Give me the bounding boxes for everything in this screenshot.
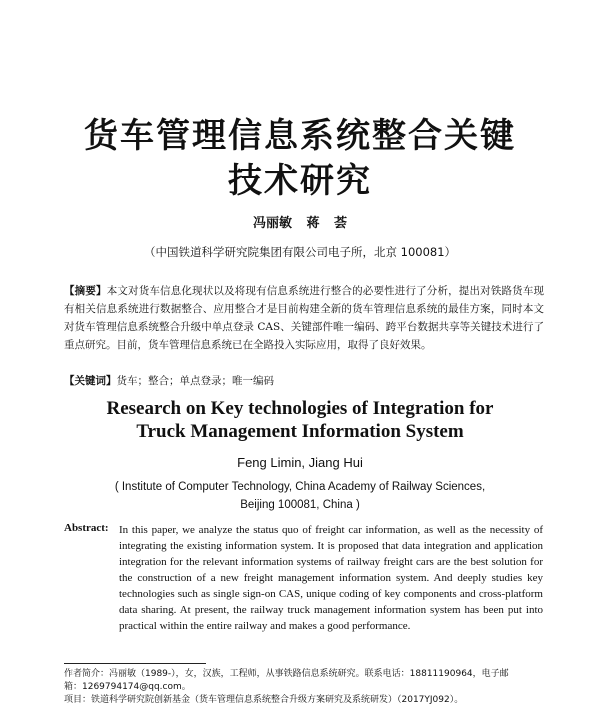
english-affiliation-line-1: ( Institute of Computer Technology, China Academy of Railway Sciences, (114, 481, 486, 493)
english-title-line-2: Truck Management Information System (136, 421, 464, 442)
chinese-abstract (64, 282, 544, 354)
chinese-title-line-1: 货车管理信息系统整合关键 (84, 116, 516, 156)
chinese-keywords (64, 372, 544, 390)
english-authors: Feng Limin, Jiang Hui (237, 455, 363, 470)
footnote-email: 箱：1269794174@qq.com。 (64, 682, 191, 692)
chinese-keywords-text: 货车；整合；单点登录；唯一编码 (116, 375, 274, 387)
footnote-divider (64, 663, 206, 664)
chinese-affiliation: （中国铁道科学研究院集团有限公司电子所，北京 100081） (143, 245, 457, 259)
chinese-title-line-2: 技术研究 (228, 161, 372, 201)
english-affiliation-line-2: Beijing 100081, China ) (240, 499, 360, 511)
chinese-abstract-text: 本文对货车信息化现状以及将现有信息系统进行整合的必要性进行了分析，提出对铁路货车现有相关信息系统进行数据整合、应用整合才是目前构建全新的货车管理信息系统的最佳方案，同时本文对货车管理信息系统整合升级中单点登录 CAS、关键部件唯一编码、跨平台数据共享等关键技术进行了重点研究。目前，货车管理信息系统已在全路投入实际应用，取得了良好效果。 (64, 285, 545, 351)
chinese-keywords-label: 【关键词】 (64, 375, 117, 387)
chinese-authors: 冯丽敏 蒋 荟 (252, 216, 348, 231)
english-abstract-text: In this paper, we analyze the status quo of freight car information, as well as the necessity of integrating the existing information system. It is proposed that data integration and application integration for the relevant information systems of railway freight cars are the best solution for the construction of a new freight management information system. And deeply studies key technologies such as single sign-on CAS, unique coding of key components and cross-platform data sharing. At present, the railway truck management information system has been put into practical within the entire railway and makes a good performance. (119, 524, 543, 632)
english-abstract-label: Abstract: (64, 522, 109, 534)
english-title-line-1: Research on Key technologies of Integration for (106, 398, 494, 419)
chinese-abstract-label: 【摘要】 (64, 285, 107, 297)
footnote-project-funding: 项目：铁道科学研究院创新基金（货车管理信息系统整合升级方案研究及系统研发）（2017YJ092）。 (64, 695, 464, 705)
footnote-author-bio: 作者简介：冯丽敏（1989-），女，汉族，工程师，从事铁路信息系统研究。联系电话：18811190964，电子邮 (64, 669, 509, 679)
